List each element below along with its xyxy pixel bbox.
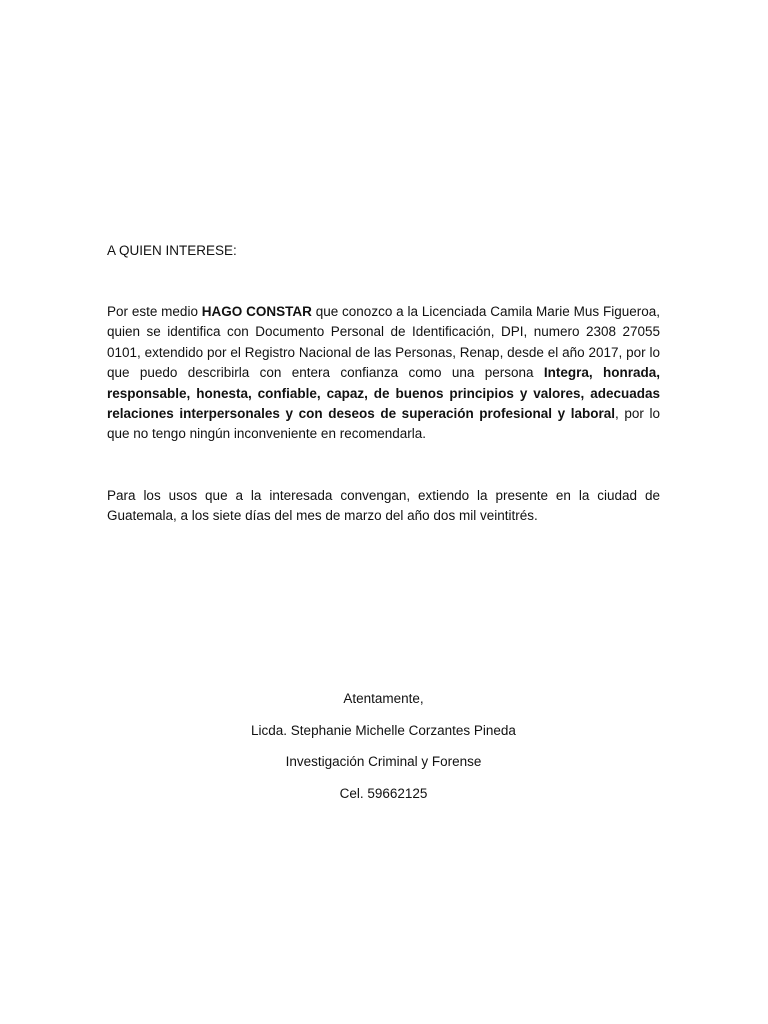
signature-block — [107, 689, 660, 815]
salutation: A QUIEN INTERESE: — [107, 243, 237, 258]
paragraph-certification — [107, 302, 660, 445]
paragraph1-text-3: , por lo que no tengo ningún inconveniente en recomendarla. — [107, 406, 660, 442]
paragraph1-text-1: Por este medio — [107, 304, 202, 319]
paragraph1-bold-hago-constar: HAGO CONSTAR — [201, 304, 312, 319]
signature-closing: Atentamente, — [343, 691, 424, 706]
signature-phone: Cel. 59662125 — [339, 785, 428, 801]
signature-name: Licda. Stephanie Michelle Corzantes Pineda — [251, 722, 516, 738]
signature-role: Investigación Criminal y Forense — [285, 754, 482, 770]
paragraph1-text-2: que conozco a la Licenciada Camila Marie Mus Figueroa, quien se identifica con Documento Personal de Identificación, DPI, numero 2308 27055 0101, extendido por el Registro Nacional de las Personas, Renap, desde el año 2017, por lo que puedo describirla con entera confianza como una persona — [107, 304, 660, 381]
paragraph-closing: Para los usos que a la interesada convengan, extiendo la presente en la ciudad de Guatemala, a los siete días del mes de marzo del año dos mil veintitrés. — [107, 488, 660, 524]
paragraph1-bold-qualities: Integra, honrada, responsable, honesta, confiable, capaz, de buenos principios y valores, adecuadas relaciones interpersonales y con deseos de superación profesional y laboral — [107, 365, 660, 422]
